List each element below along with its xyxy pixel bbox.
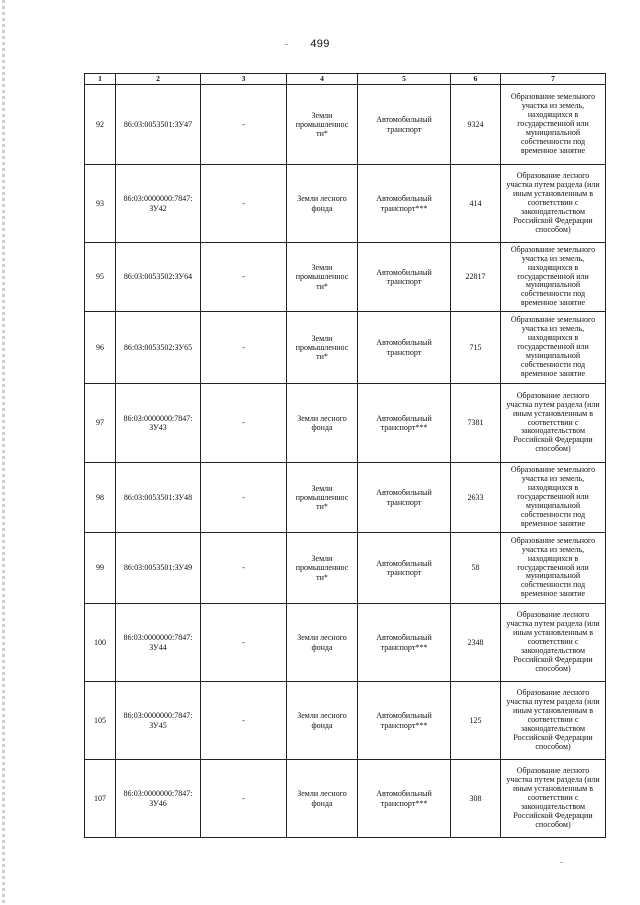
formation-method: Образование земельного участка из земель, находящихся в государственной или муниципальной собственности под временное занятие [501,243,606,312]
cadastral-number: 86:03:0000000:7847: ЗУ42 [116,165,201,243]
permitted-use: Автомобильный транспорт [358,463,451,533]
area-value: 308 [451,760,501,838]
table-header-row [85,74,606,85]
land-category: Земли лесного фонда [287,682,358,760]
row-number: 107 [85,760,116,838]
column-header-7: 7 [501,74,606,85]
cadastral-number: 86:03:0053501:ЗУ48 [116,463,201,533]
row-number: 100 [85,604,116,682]
column-3-value: - [201,682,287,760]
table-row [85,682,606,760]
cadastral-number: 86:03:0053501:ЗУ49 [116,533,201,604]
table-row [85,384,606,463]
column-3-value: - [201,533,287,604]
scan-edge [2,0,5,905]
land-category: Земли лесного фонда [287,384,358,463]
row-number: 105 [85,682,116,760]
permitted-use: Автомобильный транспорт*** [358,165,451,243]
cadastral-number: 86:03:0000000:7847: ЗУ45 [116,682,201,760]
land-plots-table [84,73,606,838]
land-category: Земли промышленнос ти* [287,312,358,384]
row-number: 92 [85,85,116,165]
formation-method: Образование земельного участка из земель, находящихся в государственной или муниципальной собственности под временное занятие [501,312,606,384]
column-header-4: 4 [287,74,358,85]
row-number: 93 [85,165,116,243]
column-3-value: - [201,165,287,243]
permitted-use: Автомобильный транспорт*** [358,760,451,838]
table-row [85,463,606,533]
area-value: 414 [451,165,501,243]
formation-method: Образование земельного участка из земель, находящихся в государственной или муниципальной собственности под временное занятие [501,533,606,604]
permitted-use: Автомобильный транспорт [358,312,451,384]
table-row [85,604,606,682]
column-3-value: - [201,463,287,533]
table-row [85,312,606,384]
formation-method: Образование лесного участка путем раздела (или иным установленным в соответствии с законодательством Российской Федерации способом) [501,384,606,463]
column-header-6: 6 [451,74,501,85]
cadastral-number: 86:03:0053501:ЗУ47 [116,85,201,165]
area-value: 2348 [451,604,501,682]
area-value: 9324 [451,85,501,165]
row-number: 95 [85,243,116,312]
land-category: Земли промышленнос ти* [287,85,358,165]
land-category: Земли лесного фонда [287,760,358,838]
column-3-value: - [201,384,287,463]
column-3-value: - [201,760,287,838]
cadastral-number: 86:03:0053502:ЗУ64 [116,243,201,312]
row-number: 97 [85,384,116,463]
row-number: 99 [85,533,116,604]
permitted-use: Автомобильный транспорт [358,243,451,312]
formation-method: Образование лесного участка путем раздела (или иным установленным в соответствии с законодательством Российской Федерации способом) [501,760,606,838]
area-value: 22817 [451,243,501,312]
table-row [85,165,606,243]
table-row [85,243,606,312]
formation-method: Образование лесного участка путем раздела (или иным установленным в соответствии с законодательством Российской Федерации способом) [501,604,606,682]
column-3-value: - [201,243,287,312]
scan-speck [560,862,563,863]
permitted-use: Автомобильный транспорт*** [358,682,451,760]
column-3-value: - [201,312,287,384]
permitted-use: Автомобильный транспорт [358,533,451,604]
area-value: 2633 [451,463,501,533]
column-header-3: 3 [201,74,287,85]
land-category: Земли промышленнос ти* [287,463,358,533]
permitted-use: Автомобильный транспорт*** [358,384,451,463]
formation-method: Образование земельного участка из земель, находящихся в государственной или муниципальной собственности под временное занятие [501,463,606,533]
table-row [85,533,606,604]
area-value: 125 [451,682,501,760]
formation-method: Образование лесного участка путем раздела (или иным установленным в соответствии с законодательством Российской Федерации способом) [501,682,606,760]
row-number: 98 [85,463,116,533]
land-category: Земли промышленнос ти* [287,533,358,604]
permitted-use: Автомобильный транспорт*** [358,604,451,682]
cadastral-number: 86:03:0000000:7847: ЗУ43 [116,384,201,463]
column-header-1: 1 [85,74,116,85]
table-row [85,85,606,165]
column-3-value: - [201,85,287,165]
area-value: 715 [451,312,501,384]
column-header-5: 5 [358,74,451,85]
area-value: 58 [451,533,501,604]
land-category: Земли промышленнос ти* [287,243,358,312]
table-row [85,760,606,838]
column-header-2: 2 [116,74,201,85]
column-3-value: - [201,604,287,682]
cadastral-number: 86:03:0053502:ЗУ65 [116,312,201,384]
row-number: 96 [85,312,116,384]
cadastral-number: 86:03:0000000:7847: ЗУ46 [116,760,201,838]
formation-method: Образование лесного участка путем раздела (или иным установленным в соответствии с законодательством Российской Федерации способом) [501,165,606,243]
formation-method: Образование земельного участка из земель, находящихся в государственной или муниципальной собственности под временное занятие [501,85,606,165]
permitted-use: Автомобильный транспорт [358,85,451,165]
page-number: 499 [310,38,330,50]
land-category: Земли лесного фонда [287,604,358,682]
cadastral-number: 86:03:0000000:7847: ЗУ44 [116,604,201,682]
area-value: 7381 [451,384,501,463]
land-category: Земли лесного фонда [287,165,358,243]
